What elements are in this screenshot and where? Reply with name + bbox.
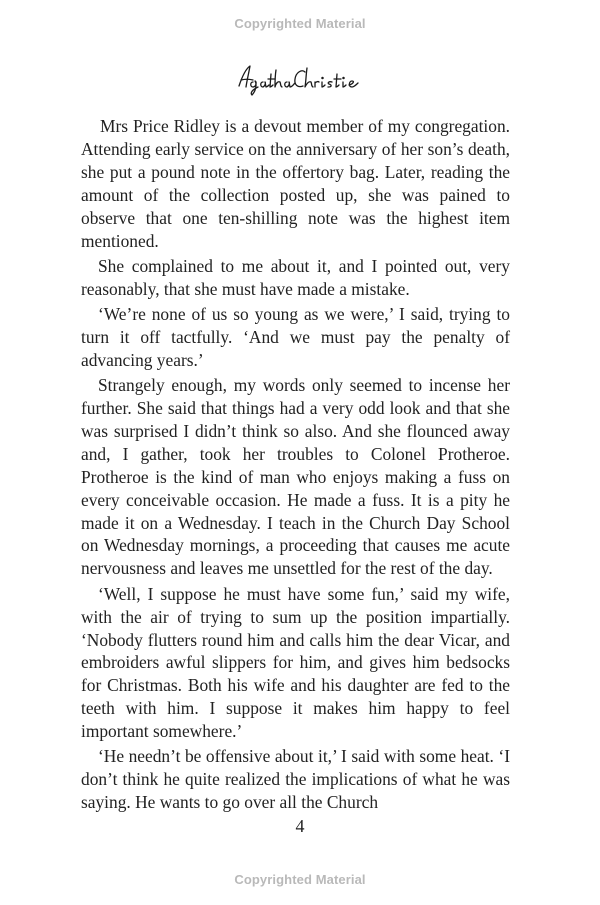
paragraph-5: ‘Well, I suppose he must have some fun,’ said my wife, with the air of trying to sum up the position impartially. ‘Nobody flutters round him and calls him the dear Vicar, and embroiders awful slippers for him, and gives him bedsocks for Christmas. Both his wife and his daughter are fed to the teeth with him. I suppose it makes him happy to feel important somewhere.’ — [81, 583, 510, 742]
agatha-christie-signature — [233, 60, 367, 100]
paragraph-6: ‘He needn’t be offensive about it,’ I said with some heat. ‘I don’t think he quite realized the implications of what he was saying. He wants to go over all the Church — [81, 746, 510, 813]
paragraph-1: Mrs Price Ridley is a devout member of my congregation. Attending early service on the anniversary of her son’s death, she put a pound note in the offertory bag. Later, reading the amount of the collection posted up, she was pained to observe that one ten-shilling note was the highest item mentioned. — [81, 116, 510, 251]
copyright-watermark-bottom: Copyrighted Material — [234, 872, 366, 887]
copyright-watermark-top: Copyrighted Material — [234, 16, 366, 31]
body-text — [81, 115, 510, 817]
paragraph-2: She complained to me about it, and I pointed out, very reasonably, that she must have made a mistake. — [81, 255, 510, 299]
paragraph-3: ‘We’re none of us so young as we were,’ I said, trying to turn it off tactfully. ‘And we must pay the penalty of advancing years.’ — [81, 304, 510, 370]
paragraph-4: Strangely enough, my words only seemed to incense her further. She said that things had a very odd look and that she was surprised I didn’t think so also. And she flounced away and, I gather, took her troubles to Colonel Protheroe. Protheroe is the kind of man who enjoys making a fuss on every conceivable occasion. He made a fuss. It is a pity he made it on a Wednesday. I teach in the Church Day School on Wednesday mornings, a proceeding that causes me acute nervousness and leaves me unsettled for the rest of the day. — [81, 375, 510, 579]
page-number: 4 — [295, 816, 305, 836]
